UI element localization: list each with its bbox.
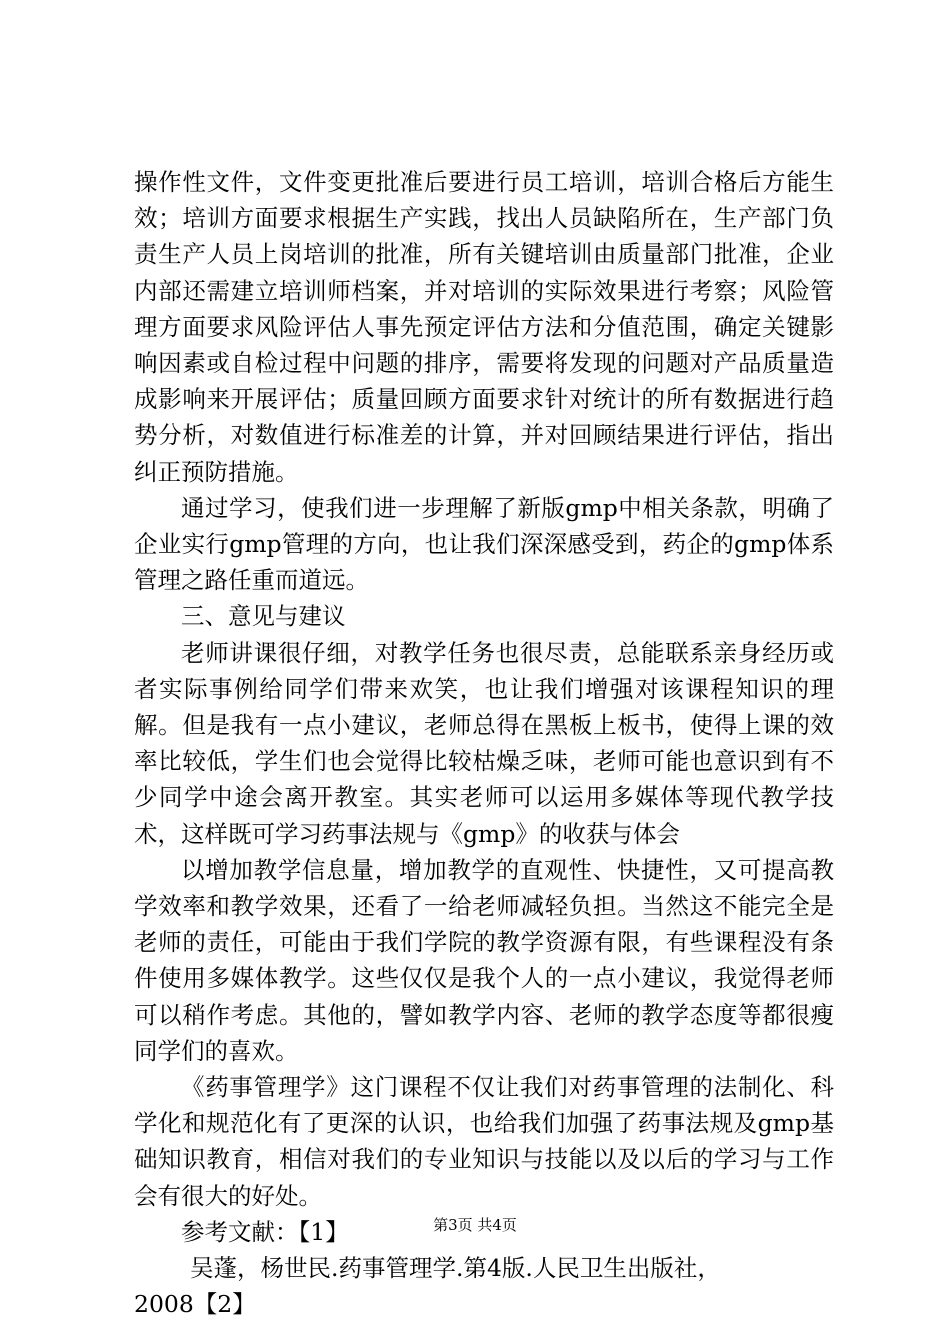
body-paragraph-3: 老师讲课很仔细，对教学任务也很尽责，总能联系亲身经历或者实际事例给同学们带来欢笑，也让我们增强对该课程知识的理解。但是我有一点小建议，老师总得在黑板上板书，使得上课的效率比较低，学生们也会觉得比较枯燥乏味，老师可能也意识到有不少同学中途会离开教室。其实老师可以运用多媒体等现代教学技术，这样既可学习药事法规与《gmp》的收获与体会 — [134, 638, 834, 848]
body-paragraph-2: 通过学习，使我们进一步理解了新版gmp中相关条款，明确了企业实行gmp管理的方向，也让我们深深感受到，药企的gmp体系管理之路任重而道远。 — [134, 493, 834, 595]
page-number: 第3页 共4页 — [433, 1216, 517, 1234]
reference-entry: 吴蓬，杨世民.药事管理学.第4版.人民卫生出版社， — [190, 1254, 721, 1283]
reference-entry-continuation: 2008【2】 — [134, 1290, 256, 1319]
body-paragraph-4: 以增加教学信息量，增加教学的直观性、快捷性，又可提高教学效率和教学效果，还看了一给老师减轻负担。当然这不能完全是老师的责任，可能由于我们学院的教学资源有限，有些课程没有条件使用多媒体教学。这些仅仅是我个人的一点小建议，我觉得老师可以稍作考虑。其他的，譬如教学内容、老师的教学态度等都很瘦同学们的喜欢。 — [134, 855, 834, 1065]
body-paragraph-1: 操作性文件，文件变更批准后要进行员工培训，培训合格后方能生效；培训方面要求根据生产实践，找出人员缺陷所在，生产部门负责生产人员上岗培训的批准，所有关键培训由质量部门批准，企业内部还需建立培训师档案，并对培训的实际效果进行考察；风险管理方面要求风险评估人事先预定评估方法和分值范围，确定关键影响因素或自检过程中问题的排序，需要将发现的问题对产品质量造成影响来开展评估；质量回顾方面要求针对统计的所有数据进行趋势分析，对数值进行标准差的计算，并对回顾结果进行评估，指出纠正预防措施。 — [134, 168, 834, 486]
section-heading: 三、意见与建议 — [181, 602, 346, 631]
references-heading: 参考文献：【1】 — [181, 1217, 349, 1246]
document-body — [134, 164, 834, 1323]
body-paragraph-5: 《药事管理学》这门课程不仅让我们对药事管理的法制化、科学化和规范化有了更深的认识，也给我们加强了药事法规及gmp基础知识教育，相信对我们的专业知识与技能以及以后的学习与工作会有很大的好处。 — [134, 1073, 834, 1210]
